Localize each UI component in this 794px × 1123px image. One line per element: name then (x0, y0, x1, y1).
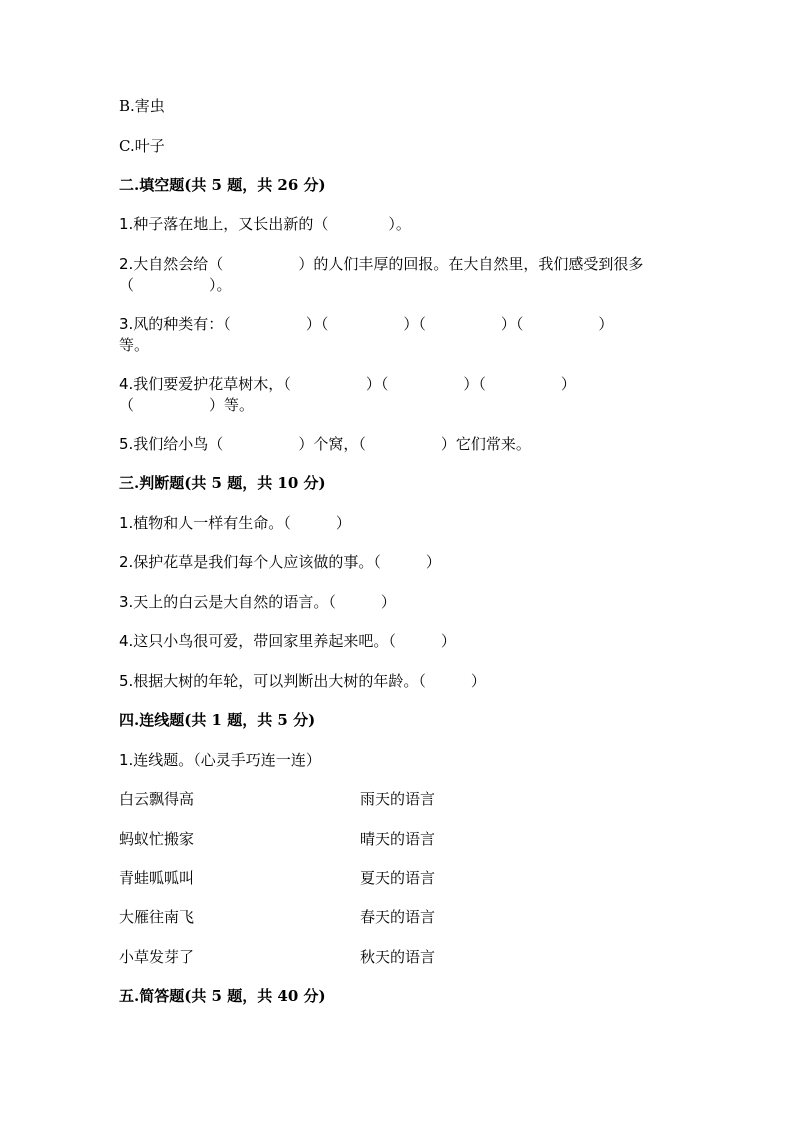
fill-blank-question-2-line-1: 2.大自然会给（ ）的人们丰厚的回报。在大自然里，我们感受到很多 (119, 255, 644, 273)
matching-right-item-3: 夏天的语言 (360, 869, 436, 887)
section-heading-true-false: 三.判断题(共 5 题，共 10 分) (119, 474, 326, 492)
matching-right-item-4: 春天的语言 (360, 908, 436, 926)
fill-blank-question-4-line-2: （ ）等。 (119, 396, 255, 414)
true-false-question-3: 3.天上的白云是大自然的语言。（ ） (119, 593, 396, 611)
true-false-question-2: 2.保护花草是我们每个人应该做的事。（ ） (119, 553, 441, 571)
section-heading-short-answer: 五.简答题(共 5 题，共 40 分) (119, 987, 326, 1005)
fill-blank-question-2-line-2: （ ）。 (119, 276, 232, 294)
matching-right-item-5: 秋天的语言 (360, 948, 436, 966)
option-c: C.叶子 (119, 137, 165, 155)
fill-blank-question-4-line-1: 4.我们要爱护花草树木，（ ）（ ）（ ） (119, 375, 576, 393)
section-heading-fill-blank: 二.填空题(共 5 题，共 26 分) (119, 176, 326, 194)
fill-blank-question-3-line-2: 等。 (119, 336, 150, 354)
matching-left-item-3: 青蛙呱呱叫 (119, 869, 195, 887)
option-b: B.害虫 (119, 97, 165, 115)
matching-right-item-1: 雨天的语言 (360, 790, 436, 808)
matching-left-item-1: 白云飘得高 (119, 790, 195, 808)
fill-blank-question-5: 5.我们给小鸟（ ）个窝，（ ）它们常来。 (119, 435, 531, 453)
fill-blank-question-1: 1.种子落在地上，又长出新的（ ）。 (119, 215, 411, 233)
matching-left-item-5: 小草发芽了 (119, 948, 195, 966)
matching-left-item-2: 蚂蚁忙搬家 (119, 830, 195, 848)
matching-left-item-4: 大雁往南飞 (119, 908, 195, 926)
section-heading-matching: 四.连线题(共 1 题，共 5 分) (119, 711, 316, 729)
true-false-question-5: 5.根据大树的年轮，可以判断出大树的年龄。（ ） (119, 672, 486, 690)
true-false-question-1: 1.植物和人一样有生命。（ ） (119, 514, 351, 532)
fill-blank-question-3-line-1: 3.风的种类有：（ ）（ ）（ ）（ ） (119, 315, 614, 333)
true-false-question-4: 4.这只小鸟很可爱，带回家里养起来吧。（ ） (119, 632, 456, 650)
matching-right-item-2: 晴天的语言 (360, 830, 436, 848)
matching-question-1: 1.连线题。（心灵手巧连一连） (119, 751, 321, 769)
